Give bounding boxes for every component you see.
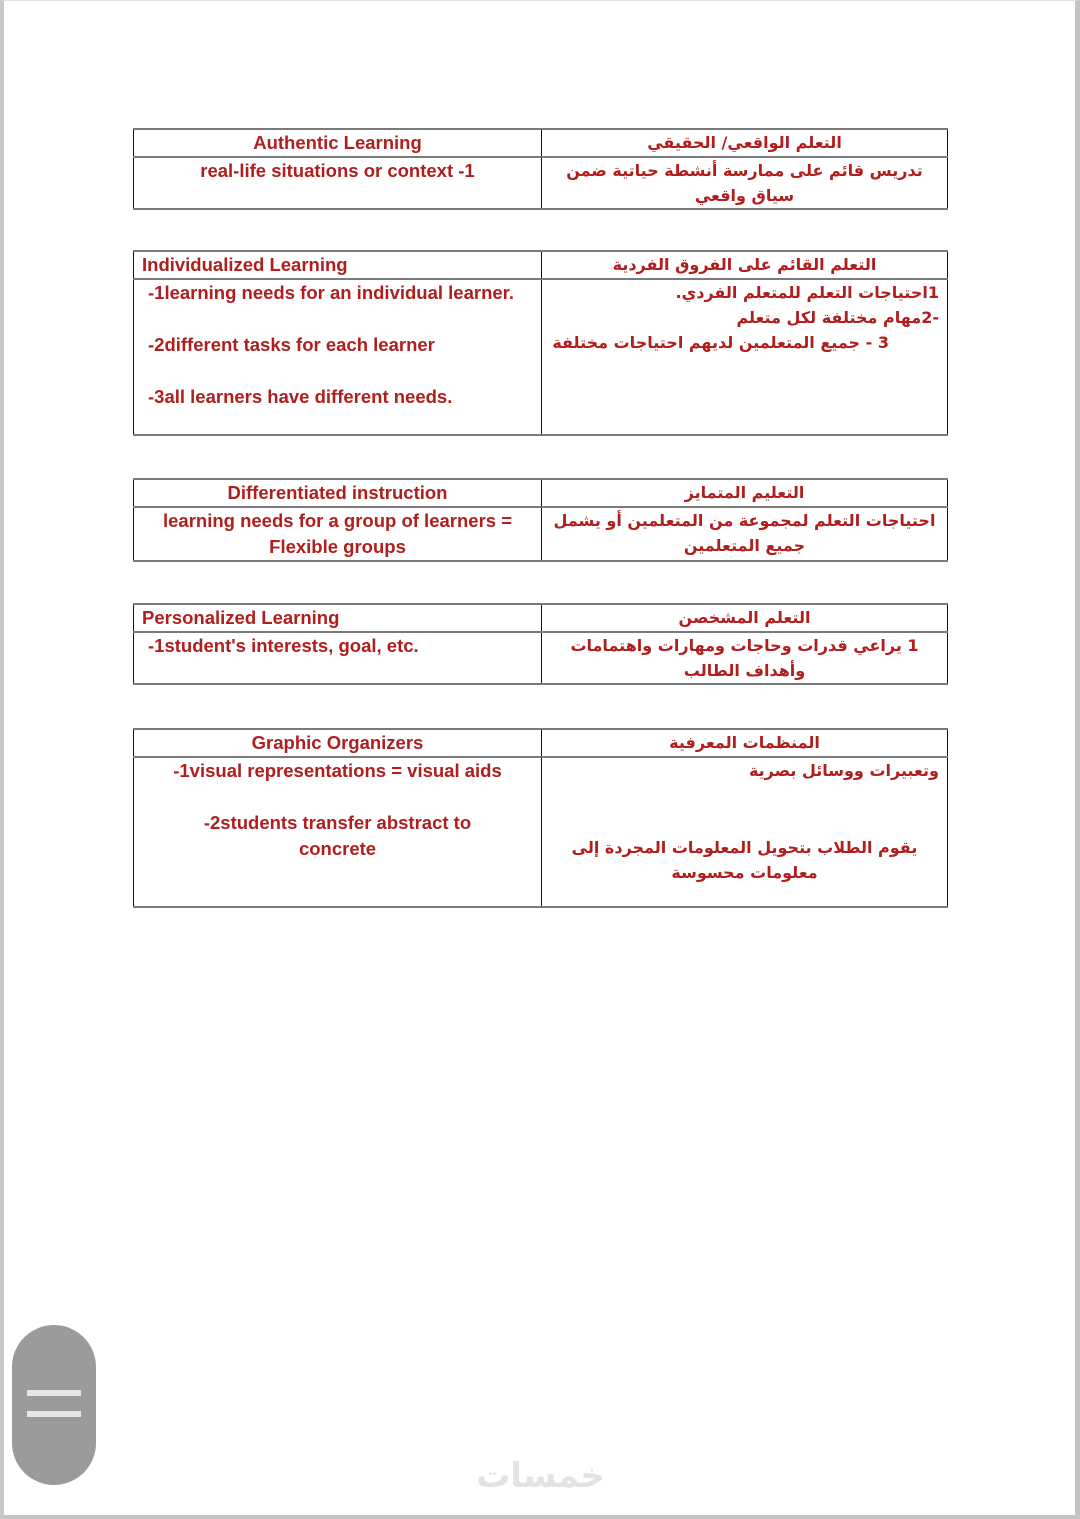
watermark-logo: خمسات bbox=[476, 1456, 605, 1496]
english-term: Personalized Learning bbox=[134, 604, 542, 632]
english-point: -3all learners have different needs. bbox=[148, 386, 453, 407]
english-point: real-life situations or context -1 bbox=[200, 160, 475, 181]
arabic-point: يقوم الطلاب بتحويل المعلومات المجردة إلى معلومات محسوسة bbox=[571, 838, 918, 882]
english-point: learning needs for a group of learners = Flexible groups bbox=[162, 510, 513, 557]
english-point: -1visual representations = visual aids bbox=[173, 760, 502, 781]
arabic-point: تدريس قائم على ممارسة أنشطة حياتية ضمن سياق واقعي bbox=[566, 161, 923, 205]
arabic-term: التعلم الواقعي/ الحقيقي bbox=[542, 129, 948, 157]
arabic-term: التعليم المتمايز bbox=[542, 479, 948, 507]
arabic-term: المنظمات المعرفية bbox=[542, 729, 948, 757]
english-term: Graphic Organizers bbox=[134, 729, 542, 757]
arabic-point: احتياجات التعلم لمجموعة من المتعلمين أو يشمل جميع المتعلمين bbox=[553, 511, 936, 555]
arabic-point: وتعبيرات ووسائل بصرية bbox=[748, 761, 939, 780]
arabic-point: 3 - جميع المتعلمين لديهم احتياجات مختلفة bbox=[552, 333, 889, 352]
english-term: Differentiated instruction bbox=[134, 479, 542, 507]
english-term: Authentic Learning bbox=[134, 129, 542, 157]
english-point: -2different tasks for each learner bbox=[148, 334, 435, 355]
english-point: -2students transfer abstract to concrete bbox=[203, 812, 472, 859]
english-point: -1student's interests, goal, etc. bbox=[148, 635, 419, 656]
scroll-handle[interactable] bbox=[12, 1325, 96, 1485]
arabic-point: -2مهام مختلفة لكل متعلم bbox=[736, 308, 939, 327]
arabic-term: التعلم المشخصن bbox=[542, 604, 948, 632]
english-point: -1learning needs for an individual learner. bbox=[148, 282, 514, 303]
english-term: Individualized Learning bbox=[134, 251, 542, 279]
arabic-point: 1 يراعي قدرات وحاجات ومهارات واهتمامات وأهداف الطالب bbox=[570, 636, 919, 680]
arabic-point: 1احتياجات التعلم للمتعلم الفردي. bbox=[675, 283, 939, 302]
arabic-term: التعلم القائم على الفروق الفردية bbox=[542, 251, 948, 279]
